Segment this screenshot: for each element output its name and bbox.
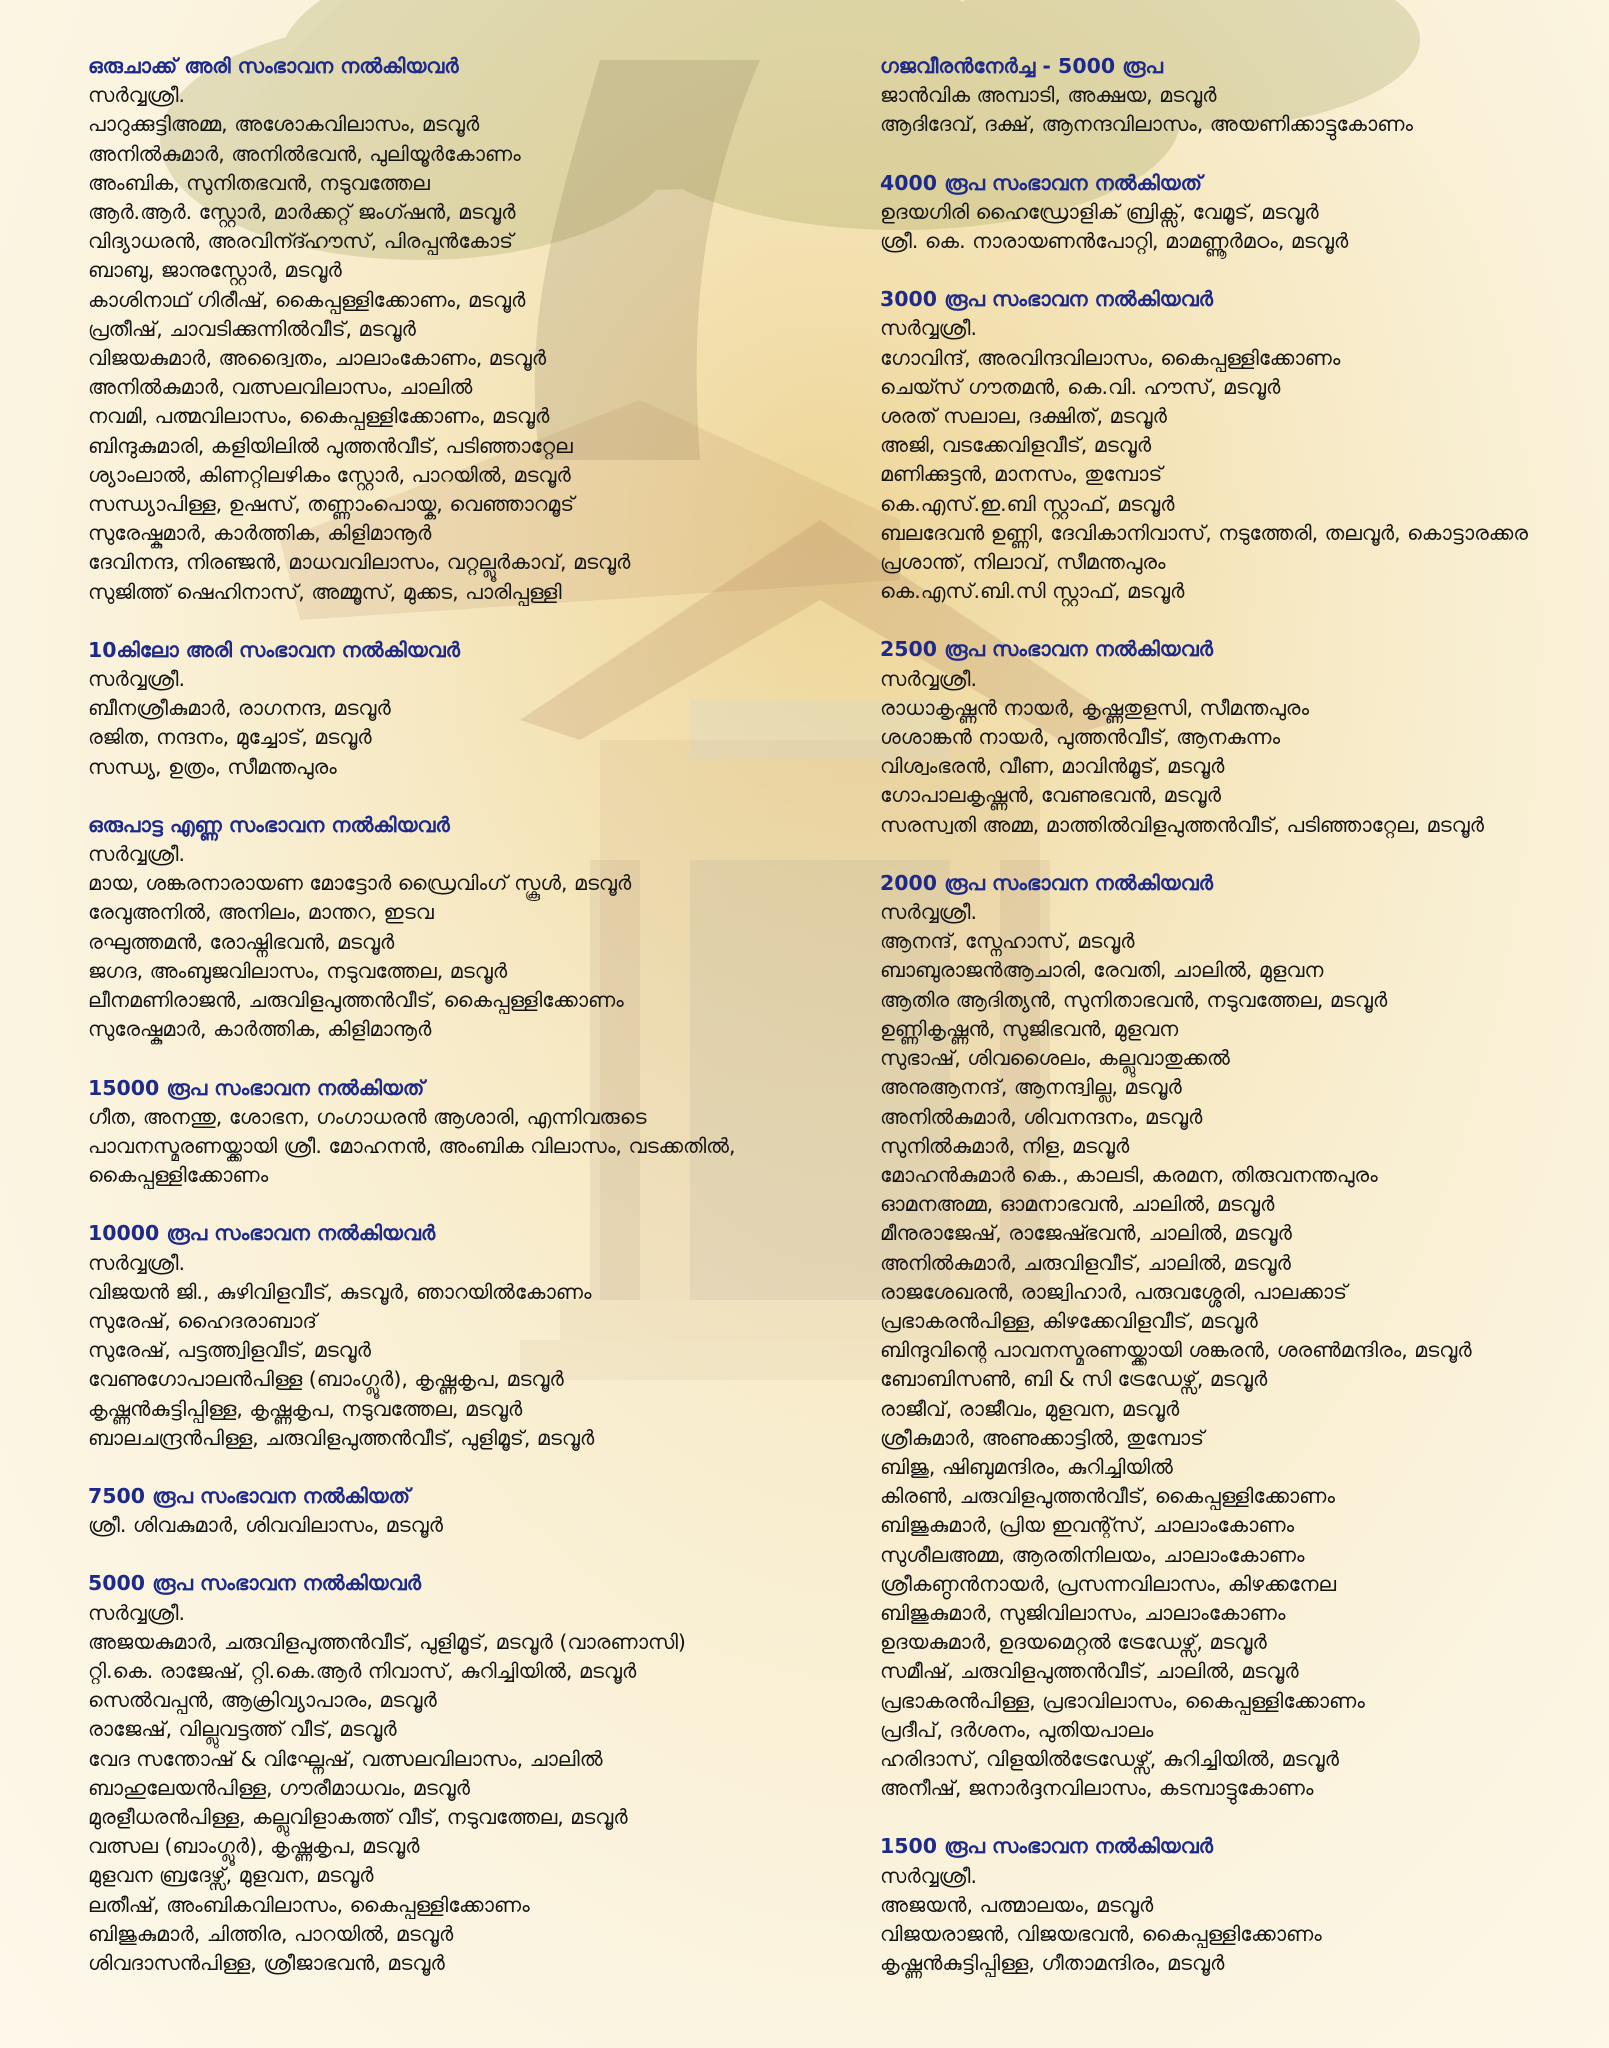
donor-line: പ്രഭാകരൻപിള്ള, കിഴക്കേവിളവീട്, മടവൂർ xyxy=(880,1308,1258,1333)
donor-line: രാജേഷ്, വില്ലുവട്ടത്ത് വീട്, മടവൂർ xyxy=(88,1717,397,1742)
donation-section xyxy=(88,52,808,607)
donor-line: ബിജുകുമാർ, സുജിവിലാസം, ചാലാംകോണം xyxy=(880,1600,1286,1625)
donor-line: അജി, വടക്കേവിളവീട്, മടവൂർ xyxy=(880,433,1152,458)
donor-line: രജിത, നന്ദനം, മുച്ചോട്, മടവൂർ xyxy=(88,725,372,750)
donor-line: ഉദയകുമാർ, ഉദയമെറ്റൽ ട്രേഡേഴ്സ്, മടവൂർ xyxy=(880,1630,1267,1655)
donor-line: ആനന്ദ്, സ്നേഹാസ്, മടവൂർ xyxy=(880,929,1135,954)
section-heading: ഒരുചാക്ക് അരി സംഭാവന നൽകിയവർ xyxy=(88,54,459,78)
donor-line: വേണുഗോപാലൻപിള്ള (ബാംഗ്ലൂർ), കൃഷ്ണകൃപ, മടവൂർ xyxy=(88,1367,564,1392)
donor-line: നവമി, പത്മവിലാസം, കൈപ്പള്ളിക്കോണം, മടവൂർ xyxy=(88,404,550,429)
left-column xyxy=(88,52,808,2007)
donor-line: പാവനസ്മരണയ്ക്കായി ശ്രീ. മോഹനൻ, അംബിക വിലാസം, വടക്കതിൽ, xyxy=(88,1133,736,1158)
donor-line: വിജയൻ ജി., കുഴിവിളവീട്, കുടവൂർ, ഞാറയിൽകോണം xyxy=(88,1279,592,1304)
donation-section xyxy=(88,1219,808,1453)
donor-line: അനിൽകുമാർ, ചരുവിളവീട്, ചാലിൽ, മടവൂർ xyxy=(880,1250,1291,1275)
donor-line: ആദിദേവ്, ദക്ഷ്, ആനന്ദവിലാസം, അയണിക്കാട്ടുകോണം xyxy=(880,112,1413,137)
donation-section xyxy=(880,169,1580,257)
donation-section xyxy=(880,285,1580,606)
donor-line: ജാൻവിക അമ്പാടി, അക്ഷയ, മടവൂർ xyxy=(880,83,1217,108)
donor-line: ജഗദ, അംബുജവിലാസം, നടുവത്തേല, മടവൂർ xyxy=(88,958,508,983)
donor-line: ശ്രീ. ശിവകുമാർ, ശിവവിലാസം, മടവൂർ xyxy=(88,1513,443,1538)
donor-line: കെ.എസ്.ബി.സി സ്റ്റാഫ്, മടവൂർ xyxy=(880,579,1185,604)
donor-line: അജയൻ, പത്മാലയം, മടവൂർ xyxy=(880,1892,1154,1917)
donor-line: ബാഹുലേയൻപിള്ള, ഗൗരീമാധവം, മടവൂർ xyxy=(88,1775,471,1800)
donor-line: രാജശേഖരൻ, രാജ്വിഹാർ, പരുവശ്ശേരി, പാലക്കാട് xyxy=(880,1279,1348,1304)
donor-line: ബാലചന്ദ്രൻപിള്ള, ചരുവിളപുത്തൻവീട്, പുളിമൂട്, മടവൂർ xyxy=(88,1425,595,1450)
donor-line: കാശിനാഥ് ഗിരീഷ്, കൈപ്പള്ളിക്കോണം, മടവൂർ xyxy=(88,287,526,312)
donation-section xyxy=(880,635,1580,839)
donor-line: അംബിക, സുനിതഭവൻ, നടുവത്തേല xyxy=(88,170,430,195)
section-heading: 7500 രൂപ സംഭാവന നൽകിയത് xyxy=(88,1483,411,1508)
donation-section xyxy=(880,869,1580,1804)
donor-line: സുരേഷ്, ഹൈദരാബാദ് xyxy=(88,1308,317,1333)
donor-line: അജയകുമാർ, ചരുവിളപുത്തൻവീട്, പുളിമൂട്, മടവൂർ (വാരണാസി) xyxy=(88,1629,686,1654)
donor-line: വേദ സന്തോഷ് & വിഘ്നേഷ്, വത്സലവിലാസം, ചാലിൽ xyxy=(88,1746,603,1771)
donor-line: ലതീഷ്, അംബികവിലാസം, കൈപ്പള്ളിക്കോണം xyxy=(88,1892,530,1917)
honorific-line: സർവ്വശ്രീ. xyxy=(880,900,978,925)
donor-line: ദേവിനന്ദ, നിരഞ്ജൻ, മാധവവിലാസം, വറ്റല്ലൂർകാവ്, മടവൂർ xyxy=(88,550,631,575)
donor-line: സുജിത്ത് ഷെഹിനാസ്, അമ്മൂസ്, മുക്കട, പാരിപ്പള്ളി xyxy=(88,579,562,604)
donor-line: ആർ.ആർ. സ്റ്റോർ, മാർക്കറ്റ് ജംഗ്ഷൻ, മടവൂർ xyxy=(88,200,516,225)
section-heading: 2000 രൂപ സംഭാവന നൽകിയവർ xyxy=(880,870,1213,895)
donor-line: കെ.എസ്.ഇ.ബി സ്റ്റാഫ്, മടവൂർ xyxy=(880,491,1175,516)
donor-line: സന്ധ്യാപിള്ള, ഉഷസ്, തണ്ണാംപൊയ്ക, വെഞ്ഞാറമൂട് xyxy=(88,492,575,517)
donor-line: സന്ധ്യ, ഉത്രം, സീമന്തപുരം xyxy=(88,754,337,779)
donor-line: ബിജു, ഷിബുമന്ദിരം, കുറിച്ചിയിൽ xyxy=(880,1454,1173,1479)
donor-line: കൈപ്പള്ളിക്കോണം xyxy=(88,1163,269,1188)
donor-line: പാറുക്കുട്ടിഅമ്മ, അശോകവിലാസം, മടവൂർ xyxy=(88,112,480,137)
donor-line: സുരേഷ്കുമാർ, കാർത്തിക, കിളിമാനൂർ xyxy=(88,521,432,546)
donor-line: സെൽവപ്പൻ, ആക്രിവ്യാപാരം, മടവൂർ xyxy=(88,1688,437,1713)
donor-line: രഘുത്തമൻ, രോഷ്നിഭവൻ, മടവൂർ xyxy=(88,929,395,954)
donor-line: രേവുഅനിൽ, അനിലം, മാന്തറ, ഇടവ xyxy=(88,900,434,925)
donor-line: ശശാങ്കൻ നായർ, പുത്തൻവീട്, ആനകുന്നം xyxy=(880,725,1281,750)
donor-line: ബിന്ദുവിന്റെ പാവനസ്മരണയ്ക്കായി ശങ്കരൻ, ശരൺമന്ദിരം, മടവൂർ xyxy=(880,1338,1472,1363)
donor-line: ബിജുകുമാർ, ചിത്തിര, പാറയിൽ, മടവൂർ xyxy=(88,1921,454,1946)
donor-line: സുഭാഷ്, ശിവശൈലം, കല്ലുവാതുക്കൽ xyxy=(880,1046,1230,1071)
donor-line: ഉണ്ണികൃഷ്ണൻ, സുജിഭവൻ, മുളവന xyxy=(880,1016,1179,1041)
donor-line: സമീഷ്, ചരുവിളപുത്തൻവീട്, ചാലിൽ, മടവൂർ xyxy=(880,1659,1299,1684)
honorific-line: സർവ്വശ്രീ. xyxy=(88,842,186,867)
honorific-line: സർവ്വശ്രീ. xyxy=(88,1600,186,1625)
donor-line: അനുആനന്ദ്, ആനന്ദ്വില്ല, മടവൂർ xyxy=(880,1075,1182,1100)
donor-line: വിശ്വംഭരൻ, വീണ, മാവിൻമൂട്, മടവൂർ xyxy=(880,754,1225,779)
section-heading: 3000 രൂപ സംഭാവന നൽകിയവർ xyxy=(880,287,1213,312)
donor-line: രാധാകൃഷ്ണൻ നായർ, കൃഷ്ണതുളസി, സീമന്തപുരം xyxy=(880,695,1310,720)
section-heading: ഗജവീരൻനേർച്ച - 5000 രൂപ xyxy=(880,54,1163,78)
donor-line: കൃഷ്ണൻകുട്ടിപ്പിള്ള, കൃഷ്ണകൃപ, നടുവത്തേല, മടവൂർ xyxy=(88,1396,523,1421)
section-heading: 10000 രൂപ സംഭാവന നൽകിയവർ xyxy=(88,1221,436,1246)
donor-line: പ്രശാന്ത്, നിലാവ്, സീമന്തപുരം xyxy=(880,550,1166,575)
donor-line: ശരത് സലാല, ദക്ഷിത്, മടവൂർ xyxy=(880,404,1167,429)
donor-line: ഗോവിന്ദ്, അരവിന്ദവിലാസം, കൈപ്പള്ളിക്കോണം xyxy=(880,345,1341,370)
honorific-line: സർവ്വശ്രീ. xyxy=(880,1863,978,1888)
donor-line: പ്രതീഷ്, ചാവടിക്കുന്നിൽവീട്, മടവൂർ xyxy=(88,316,416,341)
honorific-line: സർവ്വശ്രീ. xyxy=(88,1250,186,1275)
donor-line: മണിക്കുട്ടൻ, മാനസം, തുമ്പോട് xyxy=(880,462,1163,487)
donor-line: സുശീലഅമ്മ, ആരതിനിലയം, ചാലാംകോണം xyxy=(880,1542,1305,1567)
honorific-line: സർവ്വശ്രീ. xyxy=(880,666,978,691)
donor-line: കിരൺ, ചരുവിളപുത്തൻവീട്, കൈപ്പള്ളിക്കോണം xyxy=(880,1484,1335,1509)
donor-line: ഉദയഗിരി ഹൈഡ്രോളിക് ബ്രിക്സ്, വേമൂട്, മടവൂർ xyxy=(880,199,1319,224)
donor-line: ബാബുരാജൻആചാരി, രേവതി, ചാലിൽ, മുളവന xyxy=(880,958,1324,983)
donation-section xyxy=(880,1832,1580,1978)
section-heading: 10കിലോ അരി സംഭാവന നൽകിയവർ xyxy=(88,637,460,662)
donor-line: ചെയ്സ് ഗൗതമൻ, കെ.വി. ഹൗസ്, മടവൂർ xyxy=(880,374,1281,399)
donor-line: ബലദേവൻ ഉണ്ണി, ദേവികാനിവാസ്, നടുത്തേരി, തലവൂർ, കൊട്ടാരക്കര xyxy=(880,520,1528,545)
donor-line: ബിന്ദുകുമാരി, കളിയിലിൽ പുത്തൻവീട്, പടിഞ്ഞാറ്റേല xyxy=(88,433,573,458)
donor-line: സുരേഷ്, പട്ടത്ത്വിളവീട്, മടവൂർ xyxy=(88,1338,372,1363)
donor-line: പ്രഭാകരൻപിള്ള, പ്രഭാവിലാസം, കൈപ്പള്ളിക്കോണം xyxy=(880,1688,1365,1713)
donation-section xyxy=(88,811,808,1045)
right-column xyxy=(880,52,1580,2007)
donor-line: ബീനശ്രീകുമാർ, രാഗനന്ദ, മടവൂർ xyxy=(88,696,391,721)
donor-line: വിജയരാജൻ, വിജയഭവൻ, കൈപ്പള്ളിക്കോണം xyxy=(880,1921,1322,1946)
donor-line: സരസ്വതി അമ്മ, മാത്തിൽവിളപുത്തൻവീട്, പടിഞ്ഞാറ്റേല, മടവൂർ xyxy=(880,812,1484,837)
honorific-line: സർവ്വശ്രീ. xyxy=(88,667,186,692)
donor-line: ഗോപാലകൃഷ്ണൻ, വേണുഭവൻ, മടവൂർ xyxy=(880,783,1221,808)
donation-section xyxy=(880,52,1580,140)
donor-line: സുനിൽകുമാർ, നിള, മടവൂർ xyxy=(880,1133,1130,1158)
donor-line: ലീനമണിരാജൻ, ചരുവിളപുത്തൻവീട്, കൈപ്പള്ളിക്കോണം xyxy=(88,988,624,1013)
honorific-line: സർവ്വശ്രീ. xyxy=(880,316,978,341)
donor-line: വിജയകുമാർ, അദ്വൈതം, ചാലാംകോണം, മടവൂർ xyxy=(88,346,547,371)
donor-line: ശ്യാംലാൽ, കിണറ്റിലഴികം സ്റ്റോർ, പാറയിൽ, മടവൂർ xyxy=(88,462,571,487)
donor-line: മായ, ശങ്കരനാരായണ മോട്ടോർ ഡ്രൈവിംഗ് സ്കൂൾ, മടവൂർ xyxy=(88,871,632,896)
donor-line: ശ്രീ. കെ. നാരായണൻപോറ്റി, മാമണ്ണൂർമഠം, മടവൂർ xyxy=(880,229,1349,254)
section-heading: 15000 രൂപ സംഭാവന നൽകിയത് xyxy=(88,1075,425,1100)
donor-line: പ്രദീപ്, ദർശനം, പുതിയപാലം xyxy=(880,1717,1154,1742)
donation-section xyxy=(88,636,808,782)
donor-line: അനിൽകുമാർ, വത്സലവിലാസം, ചാലിൽ xyxy=(88,375,473,400)
donor-line: അനിൽകുമാർ, ശിവനന്ദനം, മടവൂർ xyxy=(880,1104,1203,1129)
donor-line: ശ്രീകുമാർ, അണുക്കാട്ടിൽ, തുമ്പോട് xyxy=(880,1425,1205,1450)
donation-section xyxy=(88,1074,808,1191)
donor-line: സുരേഷ്കുമാർ, കാർത്തിക, കിളിമാനൂർ xyxy=(88,1017,432,1042)
donor-line: അനീഷ്, ജനാർദ്ദനവിലാസം, കടമ്പാട്ടുകോണം xyxy=(880,1776,1314,1801)
donor-line: ഹരിദാസ്, വിളയിൽട്രേഡേഴ്സ്, കുറിച്ചിയിൽ, മടവൂർ xyxy=(880,1746,1339,1771)
donor-line: ബോബിസൺ, ബി & സി ട്രേഡേഴ്സ്, മടവൂർ xyxy=(880,1367,1268,1392)
donation-section xyxy=(88,1482,808,1540)
donor-line: ശ്രീകണ്ഠൻനായർ, പ്രസന്നവിലാസം, കിഴക്കനേല xyxy=(880,1571,1337,1596)
section-heading: ഒരുപാട്ട എണ്ണ സംഭാവന നൽകിയവർ xyxy=(88,812,450,837)
section-heading: 4000 രൂപ സംഭാവന നൽകിയത് xyxy=(880,170,1203,195)
donor-line: മുളവന ബ്രദേഴ്സ്, മുളവന, മടവൂർ xyxy=(88,1863,374,1888)
honorific-line: സർവ്വശ്രീ. xyxy=(88,83,186,108)
donor-line: മോഹൻകുമാർ കെ., കാലടി, കരമന, തിരുവനന്തപുരം xyxy=(880,1162,1378,1187)
donor-line: ബാബു, ജാനുസ്റ്റോർ, മടവൂർ xyxy=(88,258,342,283)
donor-line: വത്സല (ബാംഗ്ലൂർ), കൃഷ്ണകൃപ, മടവൂർ xyxy=(88,1834,420,1859)
section-heading: 2500 രൂപ സംഭാവന നൽകിയവർ xyxy=(880,637,1213,662)
donor-line: രാജീവ്, രാജീവം, മുളവന, മടവൂർ xyxy=(880,1396,1180,1421)
donor-line: ശിവദാസൻപിള്ള, ശ്രീജാഭവൻ, മടവൂർ xyxy=(88,1950,445,1975)
donation-section xyxy=(88,1569,808,1978)
section-heading: 1500 രൂപ സംഭാവന നൽകിയവർ xyxy=(880,1834,1213,1859)
donor-line: കൃഷ്ണൻകുട്ടിപ്പിള്ള, ഗീതാമന്ദിരം, മടവൂർ xyxy=(880,1951,1225,1976)
donor-line: മീനുരാജേഷ്, രാജേഷ്ഭവൻ, ചാലിൽ, മടവൂർ xyxy=(880,1221,1292,1246)
donor-line: മുരളീധരൻപിള്ള, കല്ലുവിളാകത്ത് വീട്, നടുവത്തേല, മടവൂർ xyxy=(88,1804,628,1829)
donor-line: ഗീത, അനന്തു, ശോഭന, ഗംഗാധരൻ ആശാരി, എന്നിവരുടെ xyxy=(88,1104,647,1129)
section-heading: 5000 രൂപ സംഭാവന നൽകിയവർ xyxy=(88,1571,421,1596)
donor-line: വിദ്യാധരൻ, അരവിന്ദ്ഹൗസ്, പിരപ്പൻകോട് xyxy=(88,229,514,254)
donor-line: ബിജുകുമാർ, പ്രിയ ഇവന്റ്സ്, ചാലാംകോണം xyxy=(880,1513,1295,1538)
donor-line: ആതിര ആദിത്യൻ, സുനിതാഭവൻ, നടുവത്തേല, മടവൂർ xyxy=(880,987,1388,1012)
donor-line: ഓമനഅമ്മ, ഓമനാഭവൻ, ചാലിൽ, മടവൂർ xyxy=(880,1192,1275,1217)
donor-line: റ്റി.കെ. രാജേഷ്, റ്റി.കെ.ആർ നിവാസ്, കുറിച്ചിയിൽ, മടവൂർ xyxy=(88,1658,637,1683)
donor-line: അനിൽകുമാർ, അനിൽഭവൻ, പുലിയൂർകോണം xyxy=(88,141,521,166)
